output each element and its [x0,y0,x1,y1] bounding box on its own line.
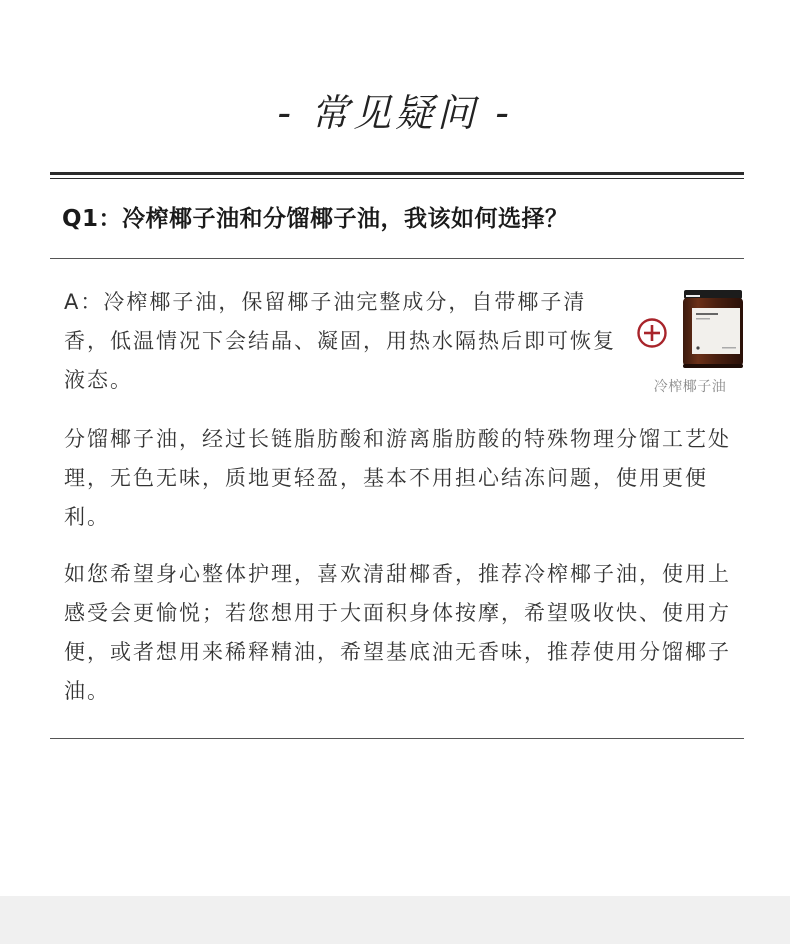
faq-question: Q1：冷榨椰子油和分馏椰子油，我该如何选择？ [62,206,569,232]
answer-paragraph-1: A：冷榨椰子油，保留椰子油完整成分，自带椰子清香，低温情况下会结晶、凝固，用热水隔热后即可恢复液态。 [64,290,616,392]
answer-paragraph-2: 分馏椰子油，经过长链脂肪酸和游离脂肪酸的特殊物理分馏工艺处理，无色无味，质地更轻盈，基本不用担心结冻问题，使用更便利。 [64,427,731,529]
footer-band [0,896,790,944]
product-caption: 冷榨椰子油 [653,379,727,395]
bottom-divider [50,738,744,739]
answer-paragraph-3: 如您希望身心整体护理，喜欢清甜椰香，推荐冷榨椰子油，使用上感受会更愉悦；若您想用于大面积身体按摩，希望吸收快、使用方便，或者想用来稀释精油，希望基底油无香味，推荐使用分馏椰子油。 [64,562,731,703]
top-divider-thin [50,178,744,179]
page-title: - 常见疑问 - [277,91,513,135]
question-divider [50,258,744,259]
plus-circle-icon [637,318,667,348]
top-divider [50,172,744,175]
coconut-oil-jar-image [682,290,744,368]
